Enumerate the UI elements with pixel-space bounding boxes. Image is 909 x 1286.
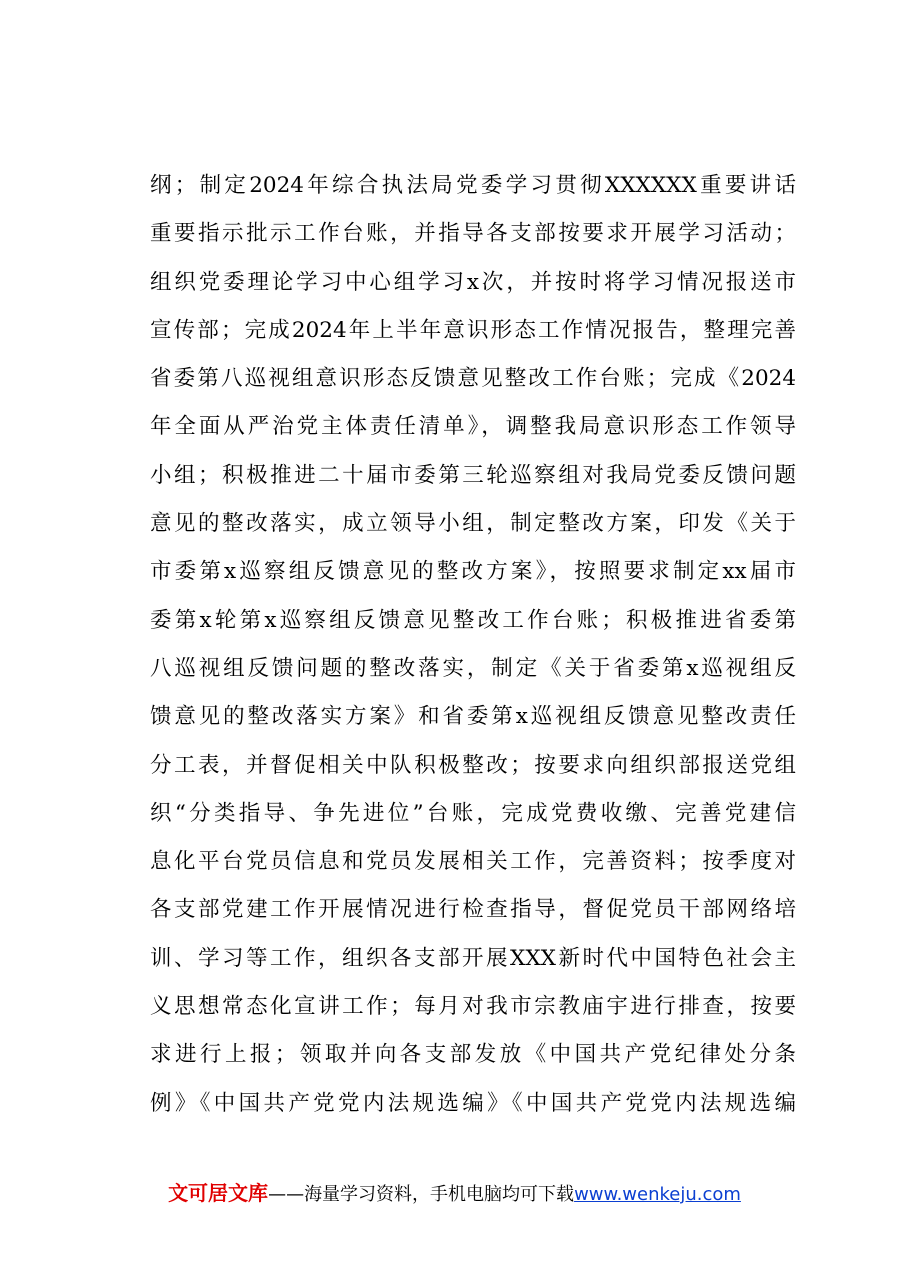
text-line-1: 纲；制定2024年综合执法局党委学习贯彻XXXXXX重要讲话: [150, 173, 796, 198]
text-line-17: 训、学习等工作，组织各支部开展XXX新时代中国特色社会主: [150, 945, 796, 971]
text-line-7: 小组；积极推进二十届市委第三轮巡察组对我局党委反馈问题: [150, 462, 796, 488]
footer-url-link[interactable]: www.wenkeju.com: [574, 1184, 741, 1205]
text-line-8: 意见的整改落实，成立领导小组，制定整改方案，印发《关于: [150, 511, 796, 537]
text-line-4: 宣传部；完成2024年上半年意识形态工作情况报告，整理完善: [150, 317, 796, 343]
text-line-10: 委第x轮第x巡察组反馈意见整改工作台账；积极推进省委第: [150, 607, 796, 633]
text-line-12: 馈意见的整改落实方案》和省委第x巡视组反馈意见整改责任: [150, 704, 796, 730]
text-line-6: 年全面从严治党主体责任清单》，调整我局意识形态工作领导: [150, 414, 796, 440]
text-line-2: 重要指示批示工作台账，并指导各支部按要求开展学习活动；: [150, 221, 796, 247]
text-line-14: 织“分类指导、争先进位”台账，完成党费收缴、完善党建信: [150, 800, 796, 826]
text-line-16: 各支部党建工作开展情况进行检查指导，督促党员干部网络培: [150, 897, 796, 923]
text-line-20: 例》《中国共产党党内法规选编》《中国共产党党内法规选编: [150, 1090, 796, 1116]
text-line-15: 息化平台党员信息和党员发展相关工作，完善资料；按季度对: [150, 849, 796, 875]
text-line-13: 分工表，并督促相关中队积极整改；按要求向组织部报送党组: [150, 752, 796, 778]
text-line-5: 省委第八巡视组意识形态反馈意见整改工作台账；完成《2024: [150, 366, 796, 392]
footer-brand: 文可居文库: [168, 1181, 269, 1205]
footer-tagline: ——海量学习资料，手机电脑均可下载: [268, 1184, 575, 1205]
footer-banner: [0, 1178, 909, 1210]
text-line-9: 市委第x巡察组反馈意见的整改方案》，按照要求制定xx届市: [150, 559, 796, 585]
text-line-18: 义思想常态化宣讲工作；每月对我市宗教庙宇进行排查，按要: [150, 994, 796, 1020]
body-text: [150, 162, 796, 1128]
text-line-3: 组织党委理论学习中心组学习x次，并按时将学习情况报送市: [150, 269, 796, 295]
text-line-11: 八巡视组反馈问题的整改落实，制定《关于省委第x巡视组反: [150, 655, 796, 681]
text-line-19: 求进行上报；领取并向各支部发放《中国共产党纪律处分条: [150, 1042, 796, 1068]
